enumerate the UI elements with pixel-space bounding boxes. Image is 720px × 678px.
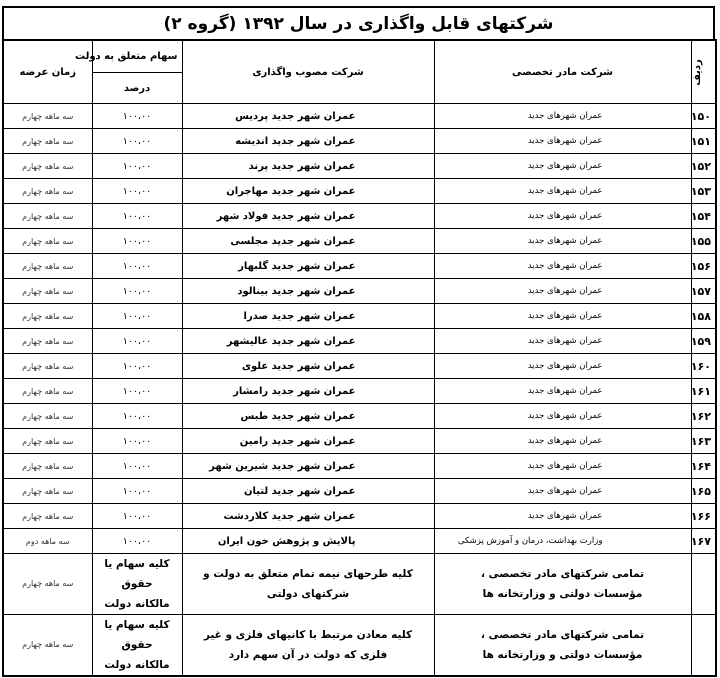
- company-name-cell: عمران شهر جدید پرند: [182, 154, 434, 179]
- offer-time-cell: سه ماهه دوم: [3, 529, 92, 554]
- header-share: سهام متعلق به دولت: [92, 40, 182, 73]
- companies-table: [2, 39, 717, 677]
- company-name-cell: عمران شهر جدید پردیس: [182, 104, 434, 129]
- table-row: [3, 479, 716, 504]
- row-number: ۱۶۰: [691, 354, 716, 379]
- table-row: [3, 329, 716, 354]
- parent-company-cell: عمران شهرهای جدید: [434, 104, 691, 129]
- offer-time-cell: سه ماهه چهارم: [3, 329, 92, 354]
- row-number: ۱۵۳: [691, 179, 716, 204]
- header-time: زمان عرضه: [3, 40, 92, 104]
- header-share-unit: درصد: [92, 73, 182, 104]
- table-row: [3, 229, 716, 254]
- table-row: [3, 554, 716, 615]
- row-number: ۱۶۲: [691, 404, 716, 429]
- row-number: ۱۵۷: [691, 279, 716, 304]
- table-row: [3, 129, 716, 154]
- government-share-cell: ۱۰۰،۰۰: [92, 254, 182, 279]
- parent-company-cell: عمران شهرهای جدید: [434, 354, 691, 379]
- parent-company-cell: عمران شهرهای جدید: [434, 229, 691, 254]
- government-share-cell: ۱۰۰،۰۰: [92, 104, 182, 129]
- company-name-cell: کلیه طرحهای نیمه تمام متعلق به دولت و شرکتهای دولتی: [182, 554, 434, 615]
- row-number: ۱۶۱: [691, 379, 716, 404]
- government-share-cell: ۱۰۰،۰۰: [92, 479, 182, 504]
- row-number: ۱۵۵: [691, 229, 716, 254]
- offer-time-cell: سه ماهه چهارم: [3, 254, 92, 279]
- government-share-cell: کلیه سهام یا حقوق مالکانه دولت: [92, 615, 182, 677]
- table-row: [3, 104, 716, 129]
- government-share-cell: ۱۰۰،۰۰: [92, 204, 182, 229]
- government-share-cell: ۱۰۰،۰۰: [92, 379, 182, 404]
- company-name-cell: کلیه معادن مرتبط با کانیهای فلزی و غیر فلزی که دولت در آن سهم دارد: [182, 615, 434, 677]
- row-number: ۱۵۲: [691, 154, 716, 179]
- row-number: ۱۶۷: [691, 529, 716, 554]
- government-share-cell: ۱۰۰،۰۰: [92, 229, 182, 254]
- offer-time-cell: سه ماهه چهارم: [3, 104, 92, 129]
- parent-company-cell: عمران شهرهای جدید: [434, 304, 691, 329]
- offer-time-cell: سه ماهه چهارم: [3, 429, 92, 454]
- government-share-cell: ۱۰۰،۰۰: [92, 154, 182, 179]
- government-share-cell: کلیه سهام یا حقوق مالکانه دولت: [92, 554, 182, 615]
- table-row: [3, 154, 716, 179]
- page-title: شرکتهای قابل واگذاری در سال ۱۳۹۲ (گروه ۲): [2, 6, 715, 39]
- table-row: [3, 379, 716, 404]
- government-share-cell: ۱۰۰،۰۰: [92, 279, 182, 304]
- parent-company-cell: عمران شهرهای جدید: [434, 379, 691, 404]
- offer-time-cell: سه ماهه چهارم: [3, 304, 92, 329]
- table-row: [3, 354, 716, 379]
- offer-time-cell: سه ماهه چهارم: [3, 404, 92, 429]
- table-row: [3, 454, 716, 479]
- government-share-cell: ۱۰۰،۰۰: [92, 404, 182, 429]
- parent-company-cell: عمران شهرهای جدید: [434, 479, 691, 504]
- offer-time-cell: سه ماهه چهارم: [3, 454, 92, 479]
- company-name-cell: عمران شهر جدید عالیشهر: [182, 329, 434, 354]
- parent-company-cell: وزارت بهداشت، درمان و آموزش پزشکی: [434, 529, 691, 554]
- table-row: [3, 615, 716, 677]
- company-name-cell: عمران شهر جدید گلبهار: [182, 254, 434, 279]
- row-number: ۱۵۴: [691, 204, 716, 229]
- header-parent: شرکت مادر تخصصی: [434, 40, 691, 104]
- row-number: [691, 615, 716, 677]
- table-row: [3, 429, 716, 454]
- row-number: [691, 554, 716, 615]
- row-number: ۱۵۶: [691, 254, 716, 279]
- company-name-cell: عمران شهر جدید طبس: [182, 404, 434, 429]
- header-row: [3, 40, 716, 73]
- company-name-cell: عمران شهر جدید لتیان: [182, 479, 434, 504]
- government-share-cell: ۱۰۰،۰۰: [92, 179, 182, 204]
- government-share-cell: ۱۰۰،۰۰: [92, 429, 182, 454]
- parent-company-cell: عمران شهرهای جدید: [434, 504, 691, 529]
- government-share-cell: ۱۰۰،۰۰: [92, 129, 182, 154]
- row-number: ۱۶۴: [691, 454, 716, 479]
- company-name-cell: عمران شهر جدید کلاردشت: [182, 504, 434, 529]
- table-row: [3, 279, 716, 304]
- parent-company-cell: تمامی شرکتهای مادر تخصصی ، مؤسسات دولتی و وزارتخانه ها: [434, 554, 691, 615]
- company-name-cell: عمران شهر جدید مجلسی: [182, 229, 434, 254]
- government-share-cell: ۱۰۰،۰۰: [92, 329, 182, 354]
- row-number: ۱۵۹: [691, 329, 716, 354]
- offer-time-cell: سه ماهه چهارم: [3, 504, 92, 529]
- row-number: ۱۶۶: [691, 504, 716, 529]
- offer-time-cell: سه ماهه چهارم: [3, 554, 92, 615]
- header-radif: ردیف: [691, 40, 716, 104]
- offer-time-cell: سه ماهه چهارم: [3, 129, 92, 154]
- government-share-cell: ۱۰۰،۰۰: [92, 304, 182, 329]
- row-number: ۱۶۳: [691, 429, 716, 454]
- company-name-cell: عمران شهر جدید مهاجران: [182, 179, 434, 204]
- table-row: [3, 404, 716, 429]
- parent-company-cell: تمامی شرکتهای مادر تخصصی ، مؤسسات دولتی و وزارتخانه ها: [434, 615, 691, 677]
- government-share-cell: ۱۰۰،۰۰: [92, 354, 182, 379]
- company-name-cell: عمران شهر جدید صدرا: [182, 304, 434, 329]
- offer-time-cell: سه ماهه چهارم: [3, 479, 92, 504]
- row-number: ۱۶۵: [691, 479, 716, 504]
- offer-time-cell: سه ماهه چهارم: [3, 204, 92, 229]
- parent-company-cell: عمران شهرهای جدید: [434, 279, 691, 304]
- parent-company-cell: عمران شهرهای جدید: [434, 204, 691, 229]
- parent-company-cell: عمران شهرهای جدید: [434, 154, 691, 179]
- company-name-cell: پالایش و پژوهش خون ایران: [182, 529, 434, 554]
- parent-company-cell: عمران شهرهای جدید: [434, 129, 691, 154]
- company-name-cell: عمران شهر جدید رامشار: [182, 379, 434, 404]
- offer-time-cell: سه ماهه چهارم: [3, 154, 92, 179]
- company-name-cell: عمران شهر جدید رامین: [182, 429, 434, 454]
- parent-company-cell: عمران شهرهای جدید: [434, 429, 691, 454]
- parent-company-cell: عمران شهرهای جدید: [434, 329, 691, 354]
- offer-time-cell: سه ماهه چهارم: [3, 615, 92, 677]
- row-number: ۱۵۰: [691, 104, 716, 129]
- row-number: ۱۵۱: [691, 129, 716, 154]
- table-row: [3, 254, 716, 279]
- table-row: [3, 204, 716, 229]
- table-row: [3, 304, 716, 329]
- parent-company-cell: عمران شهرهای جدید: [434, 254, 691, 279]
- government-share-cell: ۱۰۰،۰۰: [92, 454, 182, 479]
- offer-time-cell: سه ماهه چهارم: [3, 179, 92, 204]
- header-company: شرکت مصوب واگذاری: [182, 40, 434, 104]
- table-row: [3, 179, 716, 204]
- offer-time-cell: سه ماهه چهارم: [3, 229, 92, 254]
- company-name-cell: عمران شهر جدید علوی: [182, 354, 434, 379]
- parent-company-cell: عمران شهرهای جدید: [434, 404, 691, 429]
- company-name-cell: عمران شهر جدید اندیشه: [182, 129, 434, 154]
- company-name-cell: عمران شهر جدید شیرین شهر: [182, 454, 434, 479]
- parent-company-cell: عمران شهرهای جدید: [434, 179, 691, 204]
- company-name-cell: عمران شهر جدید بینالود: [182, 279, 434, 304]
- government-share-cell: ۱۰۰،۰۰: [92, 529, 182, 554]
- government-share-cell: ۱۰۰،۰۰: [92, 504, 182, 529]
- offer-time-cell: سه ماهه چهارم: [3, 354, 92, 379]
- parent-company-cell: عمران شهرهای جدید: [434, 454, 691, 479]
- company-name-cell: عمران شهر جدید فولاد شهر: [182, 204, 434, 229]
- table-row: [3, 504, 716, 529]
- table-row: [3, 529, 716, 554]
- offer-time-cell: سه ماهه چهارم: [3, 379, 92, 404]
- row-number: ۱۵۸: [691, 304, 716, 329]
- offer-time-cell: سه ماهه چهارم: [3, 279, 92, 304]
